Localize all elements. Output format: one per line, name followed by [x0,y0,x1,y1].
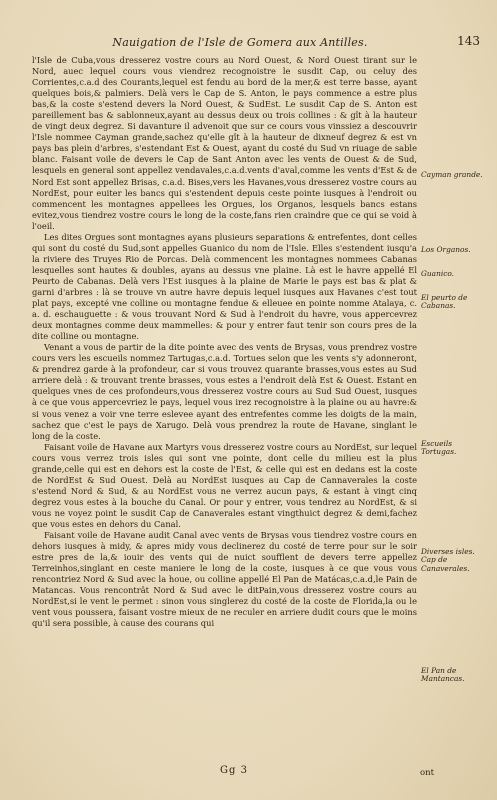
paragraph-4: Faisant voile de Havane aux Martyrs vous dresserez vostre cours au NordEst, sur lequel cours vous verrez trois isles qui sont vne pointe, dont celle du milieu est la plus grande,celle qui est en dehors est la coste de l'Est, & celle qui est en dedans est la coste de NordEst & Sud Ouest. Delà au NordEst iusques au Cap de Cannaverales la coste s'estend Nord & Sud, & au NordEst vous ne verrez aucun pays, & estant à vingt cinq degrez vous estes à la bouche du Canal. Or pour y entrer, vous tendrez au NordEst, & si vous ne voyez point le susdit Cap de Canaverales estant vingthuict degrez & demi,fachez que vous estes en dehors du Canal. [32,441,417,529]
paragraph-2: Les dites Orgues sont montagnes ayans plusieurs separations & entrefentes, dont celles qui sont du costé du Sud,sont appelles Guanico du nom de l'Isle. Elles s'estendent iusqu'a la riviere des Truyes Rio de Porcas. Delà commencent les montagnes nommees Cabanas lesquelles sont hautes & doubles, ayans au dessus vne plaine. Là est le havre appellé El Peurto de Cabanas. Delà vers l'Est iusques à la plaine de Marie le pays est bas & plat & garni d'arbres : là se trouve vn autre havre depuis lequel iusques aux Havanes c'est tout plat pays, excepté vne colline ou montagne fendue & elleuee en pointe nomme Atalaya, c. a. d. eschauguette : & vous trouvant Nord & Sud à l'endroit du havre, vous appercevrez deux montagnes comme deux mammelles: & pour y entrer faut tenir son cours pres de la dite colline ou montagne. [32,231,417,342]
margin-note-cabanas: El peurto de Cabanas. [421,293,468,311]
margin-note-organos: Los Organos. [421,245,471,254]
margin-note-canaverales: Diverses isles. Cap de Canaverales. [421,547,475,573]
margin-note-cayman: Cayman grande. [421,170,483,179]
catchword: ont [420,768,435,778]
paragraph-1: l'Isle de Cuba,vous dresserez vostre cours au Nord Ouest, & Nord Ouest tirant sur le Nord, auec lequel cours vous viendrez recognoistre le susdit Cap, ou celuy des Corrientes,c.a.d des Courants,lequel est fendu au bord de la mer,& est terre basse, ayant quelques bois,& palmiers. Delà vers le Cap de S. Anton, le pays commence a estre plus bas,& la coste s'estend devers la Nord Ouest, & SudEst. Le susdit Cap de S. Anton est pareillement bas & sablonneux,ayant au dessus deux ou trois collines : & gît à la hauteur de vingt deux degrez. Si davanture il advenoit que sur ce cours vous vinssiez a descouvrir l'Isle nommee Cayman grande,sachez qu'elle gît à la hauteur de dixneuf degrez & est vn pays bas plein d'arbres, s'estendant Est & Ouest, ayant du costé du Sud vn riuage de sable blanc. Faisant voile de devers le Cap de Sant Anton avec les vents de Ouest & de Sud, lesquels en general sont appellez vendavales,c.a.d.vents d'aval,comme les vents d'Est & de Nord Est sont appellez Brisas, c.a.d. Bises,vers les Havanes,vous dresserez vostre cours au NordEst, pour euiter les bancs qui s'estendent depuis ceste pointe iusques à l'endroit ou commencent les montagnes appellees les Orgues, los Organos, lesquels bancs estans evitez,vous tiendrez vostre cours le long de la coste,fans rien craindre que ce qui se void à l'oeil. [32,55,417,231]
paragraph-5: Faisant voile de Havane audit Canal avec vents de Brysas vous tiendrez vostre cours en dehors iusques à midy, & apres midy vous declinerez du costé de terre pour sur le soir estre pres de la,& iouir des vents qui de nuict soufflent de devers terre appellez Terreinhos,singlant en ceste maniere le long de la coste, iusques à ce que vous vous rencontriez Nord & Sud avec la houe, ou colline appellé El Pan de Matácas,c.a.d,le Pain de Matancas. Vous rencontrât Nord & Sud avec le ditPain,vous dresserez vostre cours au NordEst,si le vent le permet : sinon vous singlerez du costé de la coste de Florida,la ou le vent vous poussera, faisant vostre mieux de ne reculer en arriere dudit cours que le moins qu'il sera possible, à cause des courans qui [32,530,417,629]
body-text [32,55,417,629]
margin-note-tortugas: Escueils Tortugas. [421,439,457,457]
signature-mark: Gg 3 [220,765,248,776]
page-number: 143 [457,34,480,48]
margin-note-guanico: Guanico. [421,269,455,278]
paragraph-3: Venant a vous de partir de la dite pointe avec des vents de Brysas, vous prendrez vostre cours vers les escueils nommez Tartugas,c.a.d. Tortues selon que les vents s'y adonneront, & prendrez garde à la profondeur, car si vous trouvez quarante brasses,vous estes au Sud arriere delà : & trouvant trente brasses, vous estes a l'endroit delà Est & Ouest. Estant en quelques vnes de ces profondeurs,vous dresserez vostre cours au Sud Sud Ouest, iusques à ce que vous appercevriez le pays, lequel vous irez recognoistre à la plaine ou au havre:& si vous venez a voir vne terre eslevee ayant des entrefentes comme les doigts de la main, sachez que c'est le pays de Xarugo. Delà vous prendrez la route de Havane, singlant le long de la coste. [32,342,417,441]
page-header [60,36,480,52]
running-head: Nauigation de l'Isle de Gomera aux Antilles. [112,36,368,49]
margin-note-pan-de-matancas: El Pan de Mantancas. [421,666,465,684]
